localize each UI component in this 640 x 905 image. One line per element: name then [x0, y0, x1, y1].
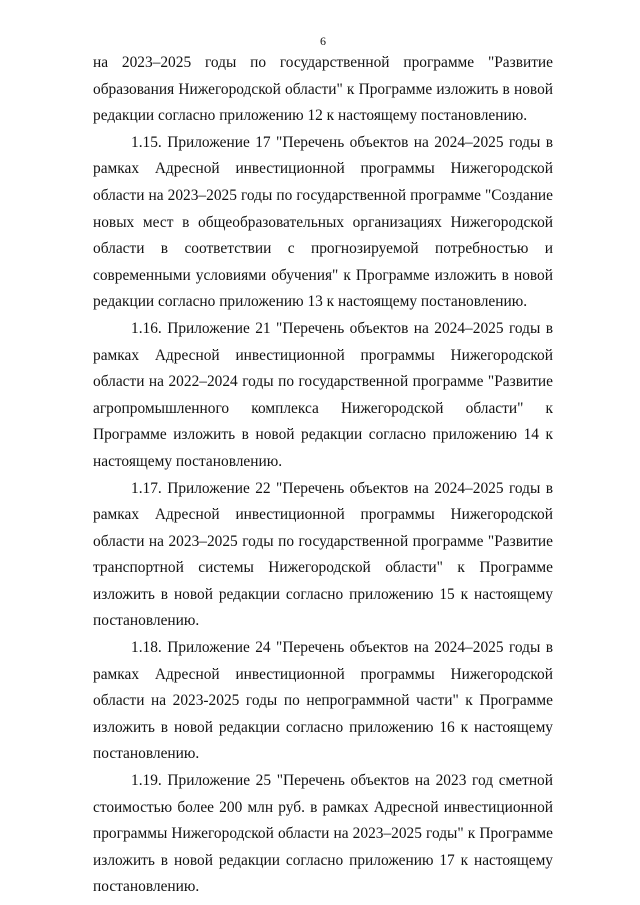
paragraph-1-18: 1.18. Приложение 24 "Перечень объектов на 2024–2025 годы в рамках Адресной инвестиционной программы Нижегородской области на 2023-2025 годы по непрограммной части" к Программе изложить в новой редакции согласно приложению 16 к настоящему постановлению.: [93, 639, 553, 763]
paragraph-1-16: 1.16. Приложение 21 "Перечень объектов на 2024–2025 годы в рамках Адресной инвестиционной программы Нижегородской области на 2022–2024 годы по государственной программе "Развитие агропромышленного комплекса Нижегородской области" к Программе изложить в новой редакции согласно приложению 14 к настоящему постановлению.: [93, 319, 553, 470]
paragraph-1-17: 1.17. Приложение 22 "Перечень объектов на 2024–2025 годы в рамках Адресной инвестиционной программы Нижегородской области на 2023–2025 годы по государственной программе "Развитие транспортной системы Нижегородской области" к Программе изложить в новой редакции согласно приложению 15 к настоящему постановлению.: [93, 479, 553, 630]
paragraph-1-19: 1.19. Приложение 25 "Перечень объектов на 2023 год сметной стоимостью более 200 млн руб. в рамках Адресной инвестиционной программы Нижегородской области на 2023–2025 годы" к Программе изложить в новой редакции согласно приложению 17 к настоящему постановлению.: [93, 772, 553, 896]
paragraph-1-15: 1.15. Приложение 17 "Перечень объектов на 2024–2025 годы в рамках Адресной инвестиционной программы Нижегородской области на 2023–2025 годы по государственной программе "Создание новых мест в общеобразовательных организациях Нижегородской области в соответствии с прогнозируемой потребностью и современными условиями обучения" к Программе изложить в новой редакции согласно приложению 13 к настоящему постановлению.: [93, 133, 553, 311]
page-number: 6: [320, 34, 326, 48]
paragraph-continuation: на 2023–2025 годы по государственной программе "Развитие образования Нижегородской области" к Программе изложить в новой редакции согласно приложению 12 к настоящему постановлению.: [93, 54, 553, 125]
